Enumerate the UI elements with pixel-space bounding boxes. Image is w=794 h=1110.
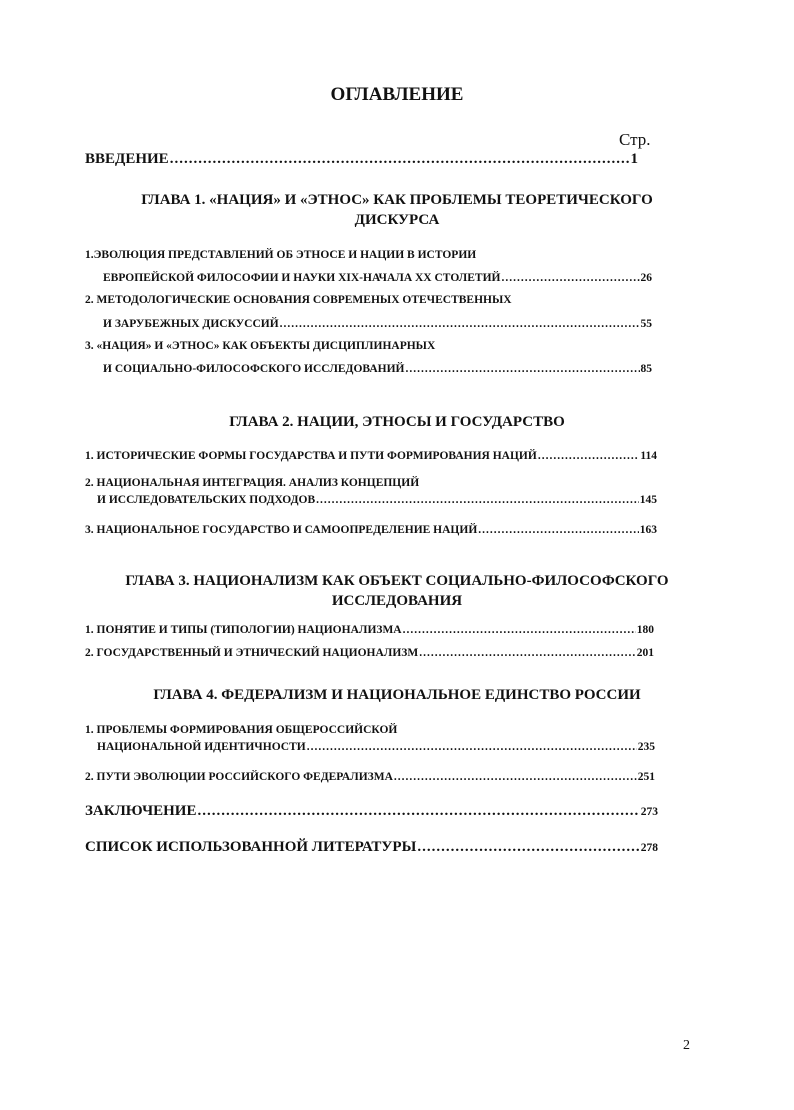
toc-entry-label: 1. ИСТОРИЧЕСКИЕ ФОРМЫ ГОСУДАРСТВА И ПУТИ ФОРМИРОВАНИЯ НАЦИЙ: [85, 450, 537, 462]
toc-entry-1-2[interactable]: [103, 318, 652, 330]
toc-entry-4-2[interactable]: [85, 771, 655, 783]
chapter-heading-line: ГЛАВА 1. «НАЦИЯ» И «ЭТНОС» КАК ПРОБЛЕМЫ ТЕОРЕТИЧЕСКОГО: [141, 192, 653, 208]
leader-dots: [419, 647, 636, 659]
chapter-heading-line: ИССЛЕДОВАНИЯ: [331, 593, 463, 609]
chapter-heading-line: ГЛАВА 4. ФЕДЕРАЛИЗМ И НАЦИОНАЛЬНОЕ ЕДИНСТВО РОССИИ: [153, 687, 641, 703]
leader-dots: [170, 151, 630, 168]
toc-entry-first-line: 1. ПРОБЛЕМЫ ФОРМИРОВАНИЯ ОБЩЕРОССИЙСКОЙ: [85, 724, 398, 736]
page-column-label: Стр.: [619, 130, 651, 149]
chapter-heading-line: ДИСКУРСА: [354, 212, 440, 228]
toc-entry-label: НАЦИОНАЛЬНОЙ ИДЕНТИЧНОСТИ: [97, 741, 306, 753]
toc-entry-4-1[interactable]: [97, 741, 655, 753]
toc-entry-first-line: 2. МЕТОДОЛОГИЧЕСКИЕ ОСНОВАНИЯ СОВРЕМЕНЫХ ОТЕЧЕСТВЕННЫХ: [85, 294, 512, 306]
toc-entry-first-line: 1.ЭВОЛЮЦИЯ ПРЕДСТАВЛЕНИЙ ОБ ЭТНОСЕ И НАЦИИ В ИСТОРИИ: [85, 249, 477, 261]
toc-entry-2-3[interactable]: [85, 524, 657, 536]
toc-entry-first-line: 3. «НАЦИЯ» И «ЭТНОС» КАК ОБЪЕКТЫ ДИСЦИПЛИНАРНЫХ: [85, 340, 436, 352]
chapter-heading-3: [0, 571, 794, 611]
chapter-heading-1: [0, 190, 794, 230]
toc-entry-label: СПИСОК ИСПОЛЬЗОВАННОЙ ЛИТЕРАТУРЫ: [85, 839, 417, 855]
toc-entry-label: И ИССЛЕДОВАТЕЛЬСКИХ ПОДХОДОВ: [97, 494, 316, 506]
toc-entry-3-1[interactable]: [85, 624, 654, 636]
toc-entry-label: 2. ПУТИ ЭВОЛЮЦИИ РОССИЙСКОГО ФЕДЕРАЛИЗМА: [85, 771, 393, 783]
toc-entry-conclusion[interactable]: [85, 803, 658, 820]
toc-entry-label: ЕВРОПЕЙСКОЙ ФИЛОСОФИИ И НАУКИ XIX-НАЧАЛА XX СТОЛЕТИЙ: [103, 272, 501, 284]
leader-dots: [502, 272, 640, 284]
toc-entry-references[interactable]: [85, 839, 658, 856]
leader-dots: [478, 524, 638, 536]
leader-dots: [316, 494, 639, 506]
toc-entry-page: 278: [640, 842, 658, 854]
toc-entry-page: 180: [636, 624, 654, 636]
toc-entry-page: 114: [640, 450, 657, 462]
toc-entry-label: 3. НАЦИОНАЛЬНОЕ ГОСУДАРСТВО И САМООПРЕДЕЛЕНИЕ НАЦИЙ: [85, 524, 478, 536]
toc-entry-first-line: 2. НАЦИОНАЛЬНАЯ ИНТЕГРАЦИЯ. АНАЛИЗ КОНЦЕПЦИЙ: [85, 477, 420, 489]
toc-entry-page: 163: [639, 524, 657, 536]
toc-entry-label: ВВЕДЕНИЕ: [85, 151, 169, 167]
toc-entry-label: ЗАКЛЮЧЕНИЕ: [85, 803, 197, 819]
toc-entry-page: 145: [639, 494, 657, 506]
chapter-heading-line: ГЛАВА 2. НАЦИИ, ЭТНОСЫ И ГОСУДАРСТВО: [229, 414, 565, 430]
chapter-heading-line: ГЛАВА 3. НАЦИОНАЛИЗМ КАК ОБЪЕКТ СОЦИАЛЬНО-ФИЛОСОФСКОГО: [125, 573, 669, 589]
toc-entry-page: 26: [640, 272, 652, 284]
toc-entry-1-1[interactable]: [103, 272, 652, 284]
chapter-heading-4: [0, 685, 794, 705]
toc-entry-page: 235: [637, 741, 655, 753]
toc-entry-label: И ЗАРУБЕЖНЫХ ДИСКУССИЙ: [103, 318, 279, 330]
leader-dots: [307, 741, 637, 753]
leader-dots: [406, 363, 640, 375]
toc-entry-1-3[interactable]: [103, 363, 652, 375]
leader-dots: [403, 624, 636, 636]
toc-entry-page: 273: [640, 806, 658, 818]
leader-dots: [394, 771, 637, 783]
toc-entry-label: 2. ГОСУДАРСТВЕННЫЙ И ЭТНИЧЕСКИЙ НАЦИОНАЛИЗМ: [85, 647, 419, 659]
leader-dots: [280, 318, 640, 330]
toc-entry-page: 55: [640, 318, 652, 330]
toc-entry-page: 201: [636, 647, 654, 659]
toc-entry-2-1[interactable]: [85, 450, 657, 462]
toc-entry-2-2[interactable]: [97, 494, 657, 506]
toc-entry-label: 1. ПОНЯТИЕ И ТИПЫ (ТИПОЛОГИИ) НАЦИОНАЛИЗМА: [85, 624, 402, 636]
toc-entry-page: 1: [630, 151, 638, 167]
leader-dots: [417, 839, 639, 856]
page-title: ОГЛАВЛЕНИЕ: [330, 84, 464, 105]
leader-dots: [197, 803, 639, 820]
toc-entry-3-2[interactable]: [85, 647, 654, 659]
toc-entry-label: И СОЦИАЛЬНО-ФИЛОСОФСКОГО ИССЛЕДОВАНИЙ: [103, 363, 405, 375]
toc-entry-introduction[interactable]: [85, 151, 638, 168]
toc-entry-page: 251: [637, 771, 655, 783]
chapter-heading-2: [0, 412, 794, 432]
page-number: 2: [683, 1038, 690, 1053]
leader-dots: [538, 450, 640, 462]
toc-entry-page: 85: [640, 363, 652, 375]
